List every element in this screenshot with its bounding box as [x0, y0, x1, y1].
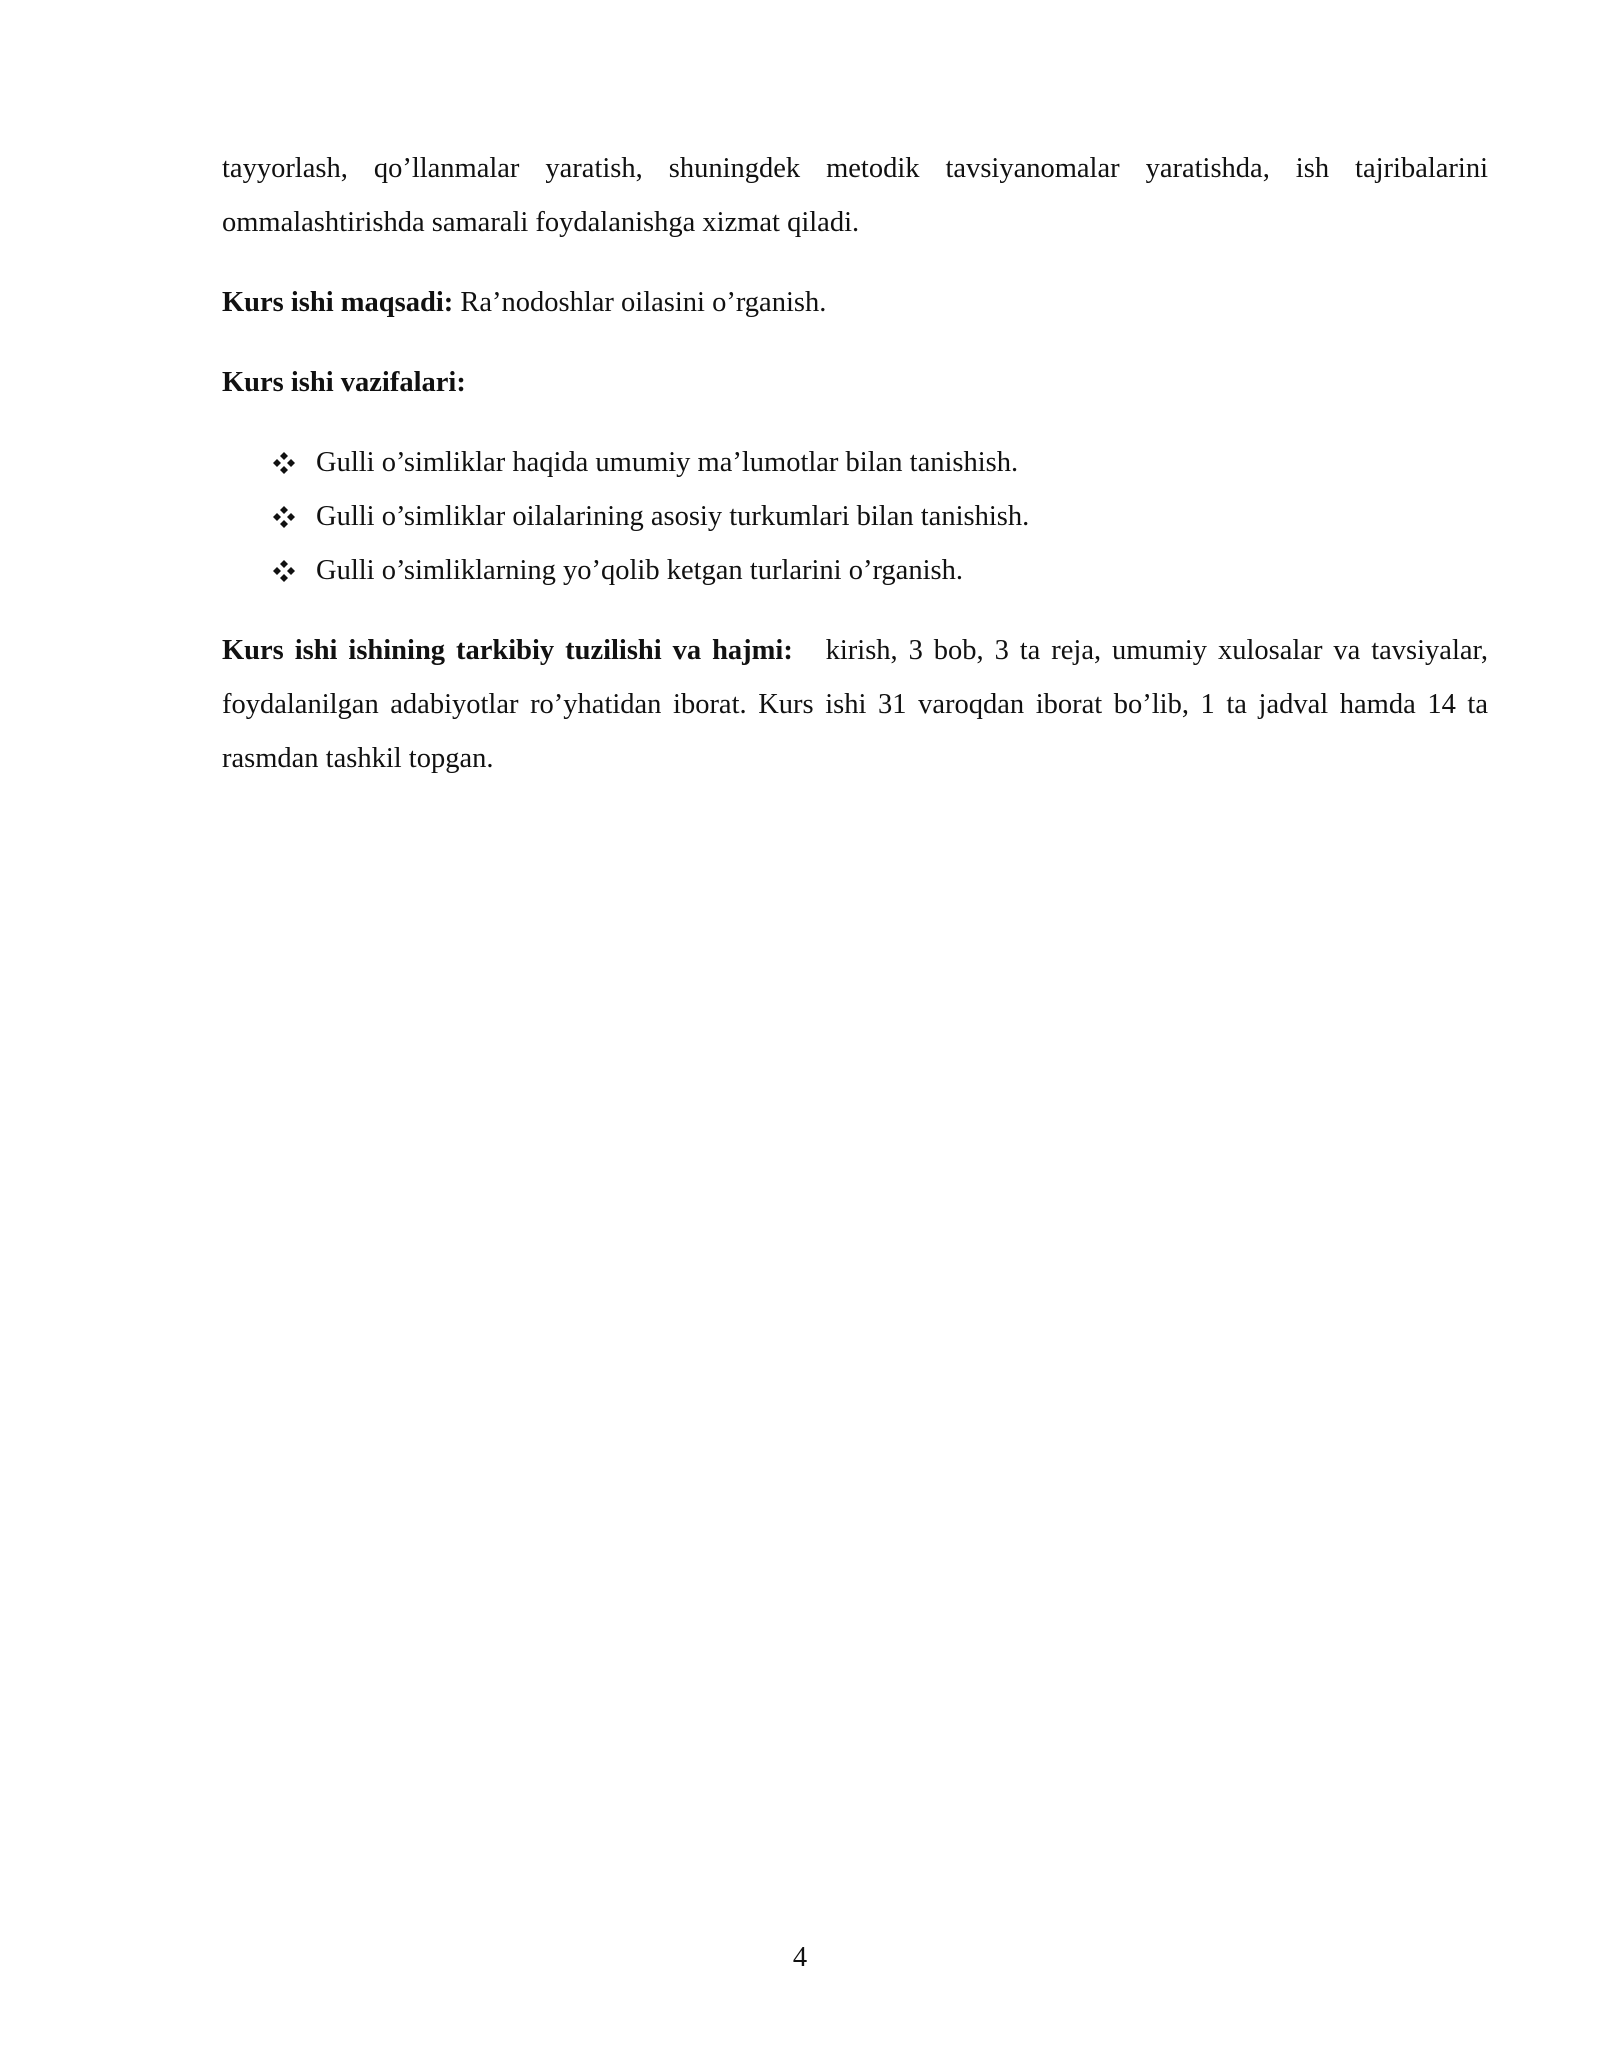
- goal-paragraph: [222, 276, 1488, 330]
- list-item: [222, 490, 1488, 544]
- list-item-text: Gulli o’simliklar haqida umumiy ma’lumotlar bilan tanishish.: [316, 447, 1019, 478]
- structure-text: kirish, 3 bob, 3 ta reja, umumiy xulosalar va tavsiyalar, foydalanilgan adabiyotlar ro’yhatidan iborat. Kurs ishi 31 varoqdan iborat bo’lib, 1 ta jadval hamda 14 ta rasmdan tashkil topgan.: [222, 635, 1496, 774]
- page-number: 4: [792, 1942, 808, 1973]
- four-diamond-icon: [270, 490, 298, 544]
- goal-text: Ra’nodoshlar oilasini o’rganish.: [453, 287, 827, 318]
- four-diamond-icon: [270, 544, 298, 598]
- goal-label: Kurs ishi maqsadi:: [222, 287, 454, 318]
- structure-paragraph: [222, 624, 1496, 786]
- list-item-text: Gulli o’simliklar oilalarining asosiy turkumlari bilan tanishish.: [316, 501, 1030, 532]
- list-item: [222, 544, 1488, 598]
- document-page: [222, 142, 1496, 812]
- tasks-list: [222, 436, 1488, 598]
- intro-paragraph: [222, 142, 1488, 250]
- structure-label: Kurs ishi ishining tarkibiy tuzilishi va hajmi:: [222, 635, 793, 666]
- list-item-text: Gulli o’simliklarning yo’qolib ketgan turlarini o’rganish.: [316, 555, 963, 586]
- tasks-heading: Kurs ishi vazifalari:: [222, 367, 466, 398]
- intro-text: tayyorlash, qo’llanmalar yaratish, shuningdek metodik tavsiyanomalar yaratishda, ish tajribalarini ommalashtirishda samarali foydalanishga xizmat qiladi.: [222, 153, 1488, 238]
- four-diamond-icon: [270, 436, 298, 490]
- list-item: [222, 436, 1488, 490]
